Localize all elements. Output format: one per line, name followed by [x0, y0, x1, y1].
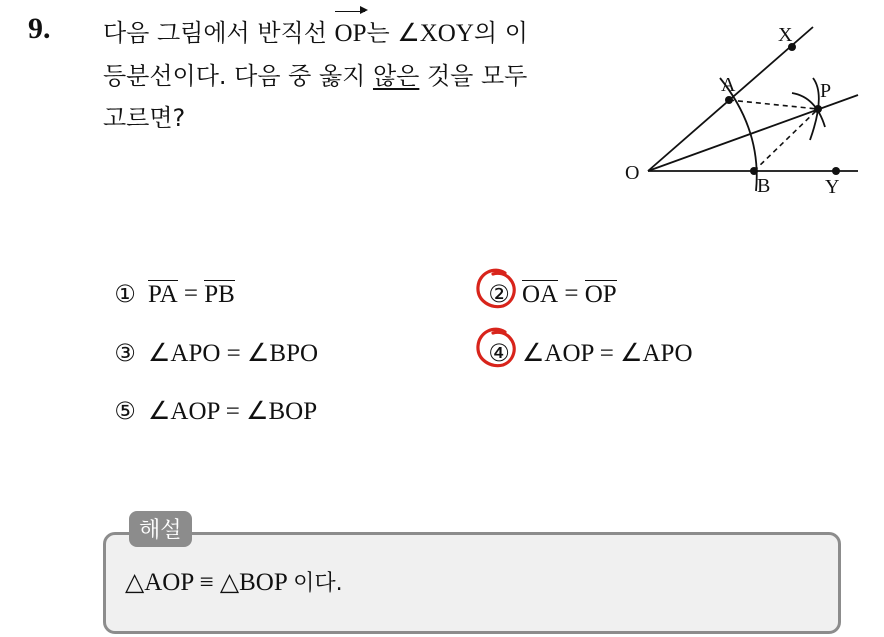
point-y — [832, 167, 840, 175]
underlined-word: 않은 — [372, 62, 420, 90]
choice-1-lhs: PA — [148, 281, 178, 308]
choice-2-rhs: OP — [584, 281, 617, 308]
choice-2-number — [486, 280, 512, 308]
label-y: Y — [825, 176, 840, 198]
ray-op-line — [648, 95, 858, 171]
question-number: 9. — [28, 12, 51, 45]
explanation-label: 해설 — [129, 511, 192, 547]
choice-4[interactable] — [486, 338, 693, 368]
choice-2-lhs: OA — [522, 281, 559, 308]
question-line-3: 고르면? — [103, 104, 186, 132]
choice-4-number — [486, 339, 512, 367]
choice-1-number: ① — [114, 280, 136, 308]
label-p: P — [820, 80, 832, 102]
question-line-1 — [103, 12, 603, 55]
choice-4-text: ∠AOP = ∠APO — [522, 340, 693, 367]
label-x: X — [778, 24, 793, 46]
point-b — [750, 167, 758, 175]
choice-5[interactable] — [112, 396, 317, 426]
choice-1[interactable] — [112, 280, 235, 308]
ray-op: OP — [335, 13, 367, 55]
question-line-1-end: 의 이 — [473, 19, 528, 47]
question-line-2-end: 것을 모두 — [419, 62, 528, 90]
point-a — [725, 96, 733, 104]
choice-2-number-glyph: ② — [488, 280, 510, 308]
question-line-2 — [103, 55, 603, 97]
choice-1-op: = — [177, 280, 205, 307]
question-line-2-start: 등분선이다. 다음 중 옳지 — [103, 62, 373, 90]
choice-2[interactable] — [486, 280, 617, 308]
choice-3-text: ∠APO = ∠BPO — [148, 340, 319, 367]
choice-1-rhs: PB — [204, 281, 235, 308]
label-b: B — [757, 175, 771, 197]
segment-ap — [729, 100, 818, 109]
segment-bp — [754, 109, 818, 171]
question-line-1-mid: 는 — [366, 19, 398, 47]
label-a: A — [721, 74, 736, 96]
choice-4-number-glyph: ④ — [488, 339, 510, 367]
choice-2-red-circle — [474, 267, 518, 311]
question-text — [103, 12, 603, 139]
choice-2-op: = — [558, 280, 585, 307]
question-line-1-start: 다음 그림에서 반직선 — [103, 19, 335, 47]
choice-5-number: ⑤ — [114, 397, 136, 425]
angle-bisector-figure — [620, 15, 870, 205]
angle-xoy: ∠XOY — [397, 20, 474, 47]
point-p — [814, 105, 822, 113]
choice-4-red-circle — [474, 326, 518, 370]
choice-3[interactable] — [112, 338, 318, 368]
explanation-text — [125, 566, 343, 597]
choice-3-number: ③ — [114, 339, 136, 367]
label-o: O — [625, 162, 640, 184]
choice-5-text: ∠AOP = ∠BOP — [148, 398, 318, 425]
explanation-math: △AOP ≡ △BOP — [125, 569, 287, 596]
explanation-suffix: 이다. — [293, 571, 343, 596]
